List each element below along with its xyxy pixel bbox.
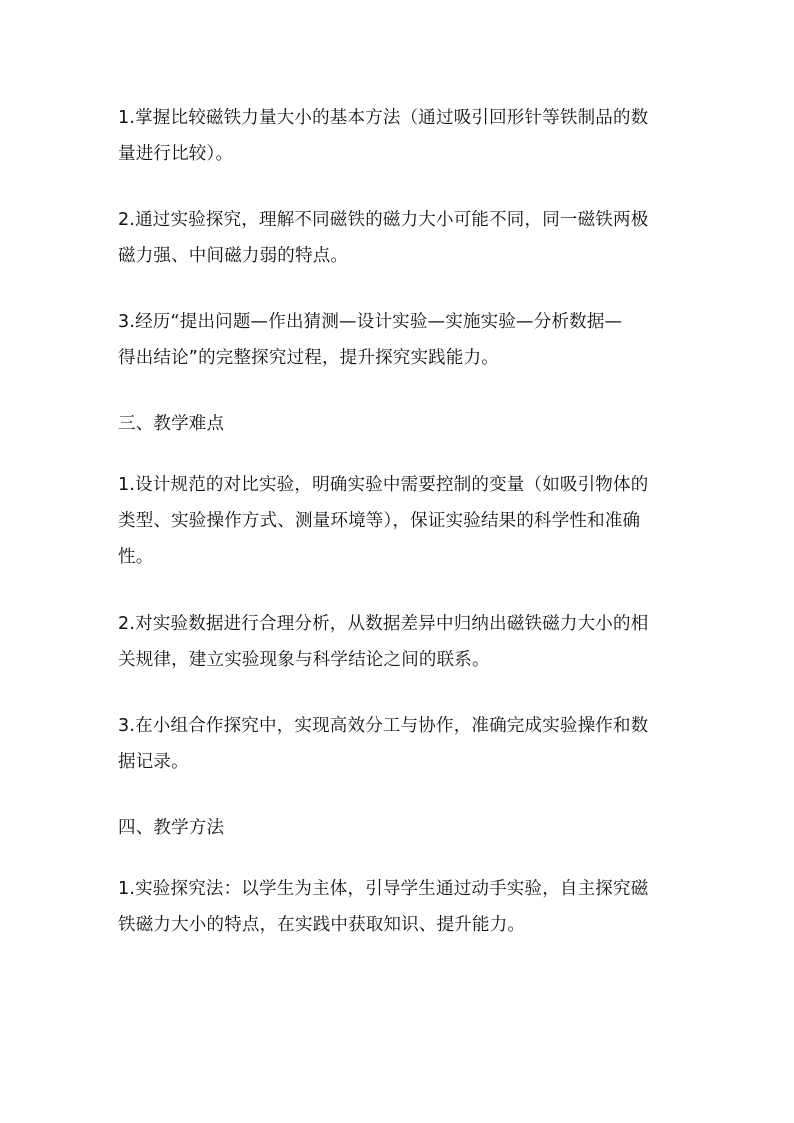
- difficulty-paragraph-2: [118, 606, 688, 678]
- paragraph-line: 1.掌握比较磁铁力量大小的基本方法（通过吸引回形针等铁制品的数: [118, 108, 649, 128]
- paragraph-line: 3.经历“提出问题—作出猜测—设计实验—实施实验—分析数据—: [118, 312, 623, 332]
- paragraph-line: 2.通过实验探究，理解不同磁铁的磁力大小可能不同，同一磁铁两极: [118, 210, 649, 230]
- paragraph-line: 磁力强、中间磁力弱的特点。: [118, 246, 349, 266]
- paragraph-line: 1.实验探究法：以学生为主体，引导学生通过动手实验，自主探究磁: [118, 879, 649, 899]
- objective-paragraph-2: [118, 202, 688, 274]
- section-heading-methods: [118, 810, 688, 846]
- paragraph-line: 3.在小组合作探究中，实现高效分工与协作，准确完成实验操作和数: [118, 716, 649, 736]
- paragraph-line: 性。: [118, 547, 154, 567]
- paragraph-line: 类型、实验操作方式、测量环境等），保证实验结果的科学性和准确: [118, 511, 641, 531]
- paragraph-line: 量进行比较）。: [118, 144, 234, 164]
- difficulty-paragraph-3: [118, 708, 688, 780]
- method-paragraph-1: [118, 871, 688, 943]
- paragraph-line: 得出结论”的完整探究过程，提升探究实践能力。: [118, 348, 499, 368]
- section-heading-difficulties: [118, 406, 688, 442]
- difficulty-paragraph-1: [118, 467, 688, 575]
- objective-paragraph-1: [118, 100, 688, 172]
- paragraph-line: 据记录。: [118, 752, 189, 772]
- paragraph-line: 2.对实验数据进行合理分析，从数据差异中归纳出磁铁磁力大小的相: [118, 614, 649, 634]
- paragraph-line: 1.设计规范的对比实验，明确实验中需要控制的变量（如吸引物体的: [118, 475, 649, 495]
- section-heading-text: 三、教学难点: [118, 414, 225, 434]
- paragraph-line: 铁磁力大小的特点，在实践中获取知识、提升能力。: [118, 915, 526, 935]
- objective-paragraph-3: [118, 304, 688, 376]
- paragraph-line: 关规律，建立实验现象与科学结论之间的联系。: [118, 650, 490, 670]
- section-heading-text: 四、教学方法: [118, 818, 225, 838]
